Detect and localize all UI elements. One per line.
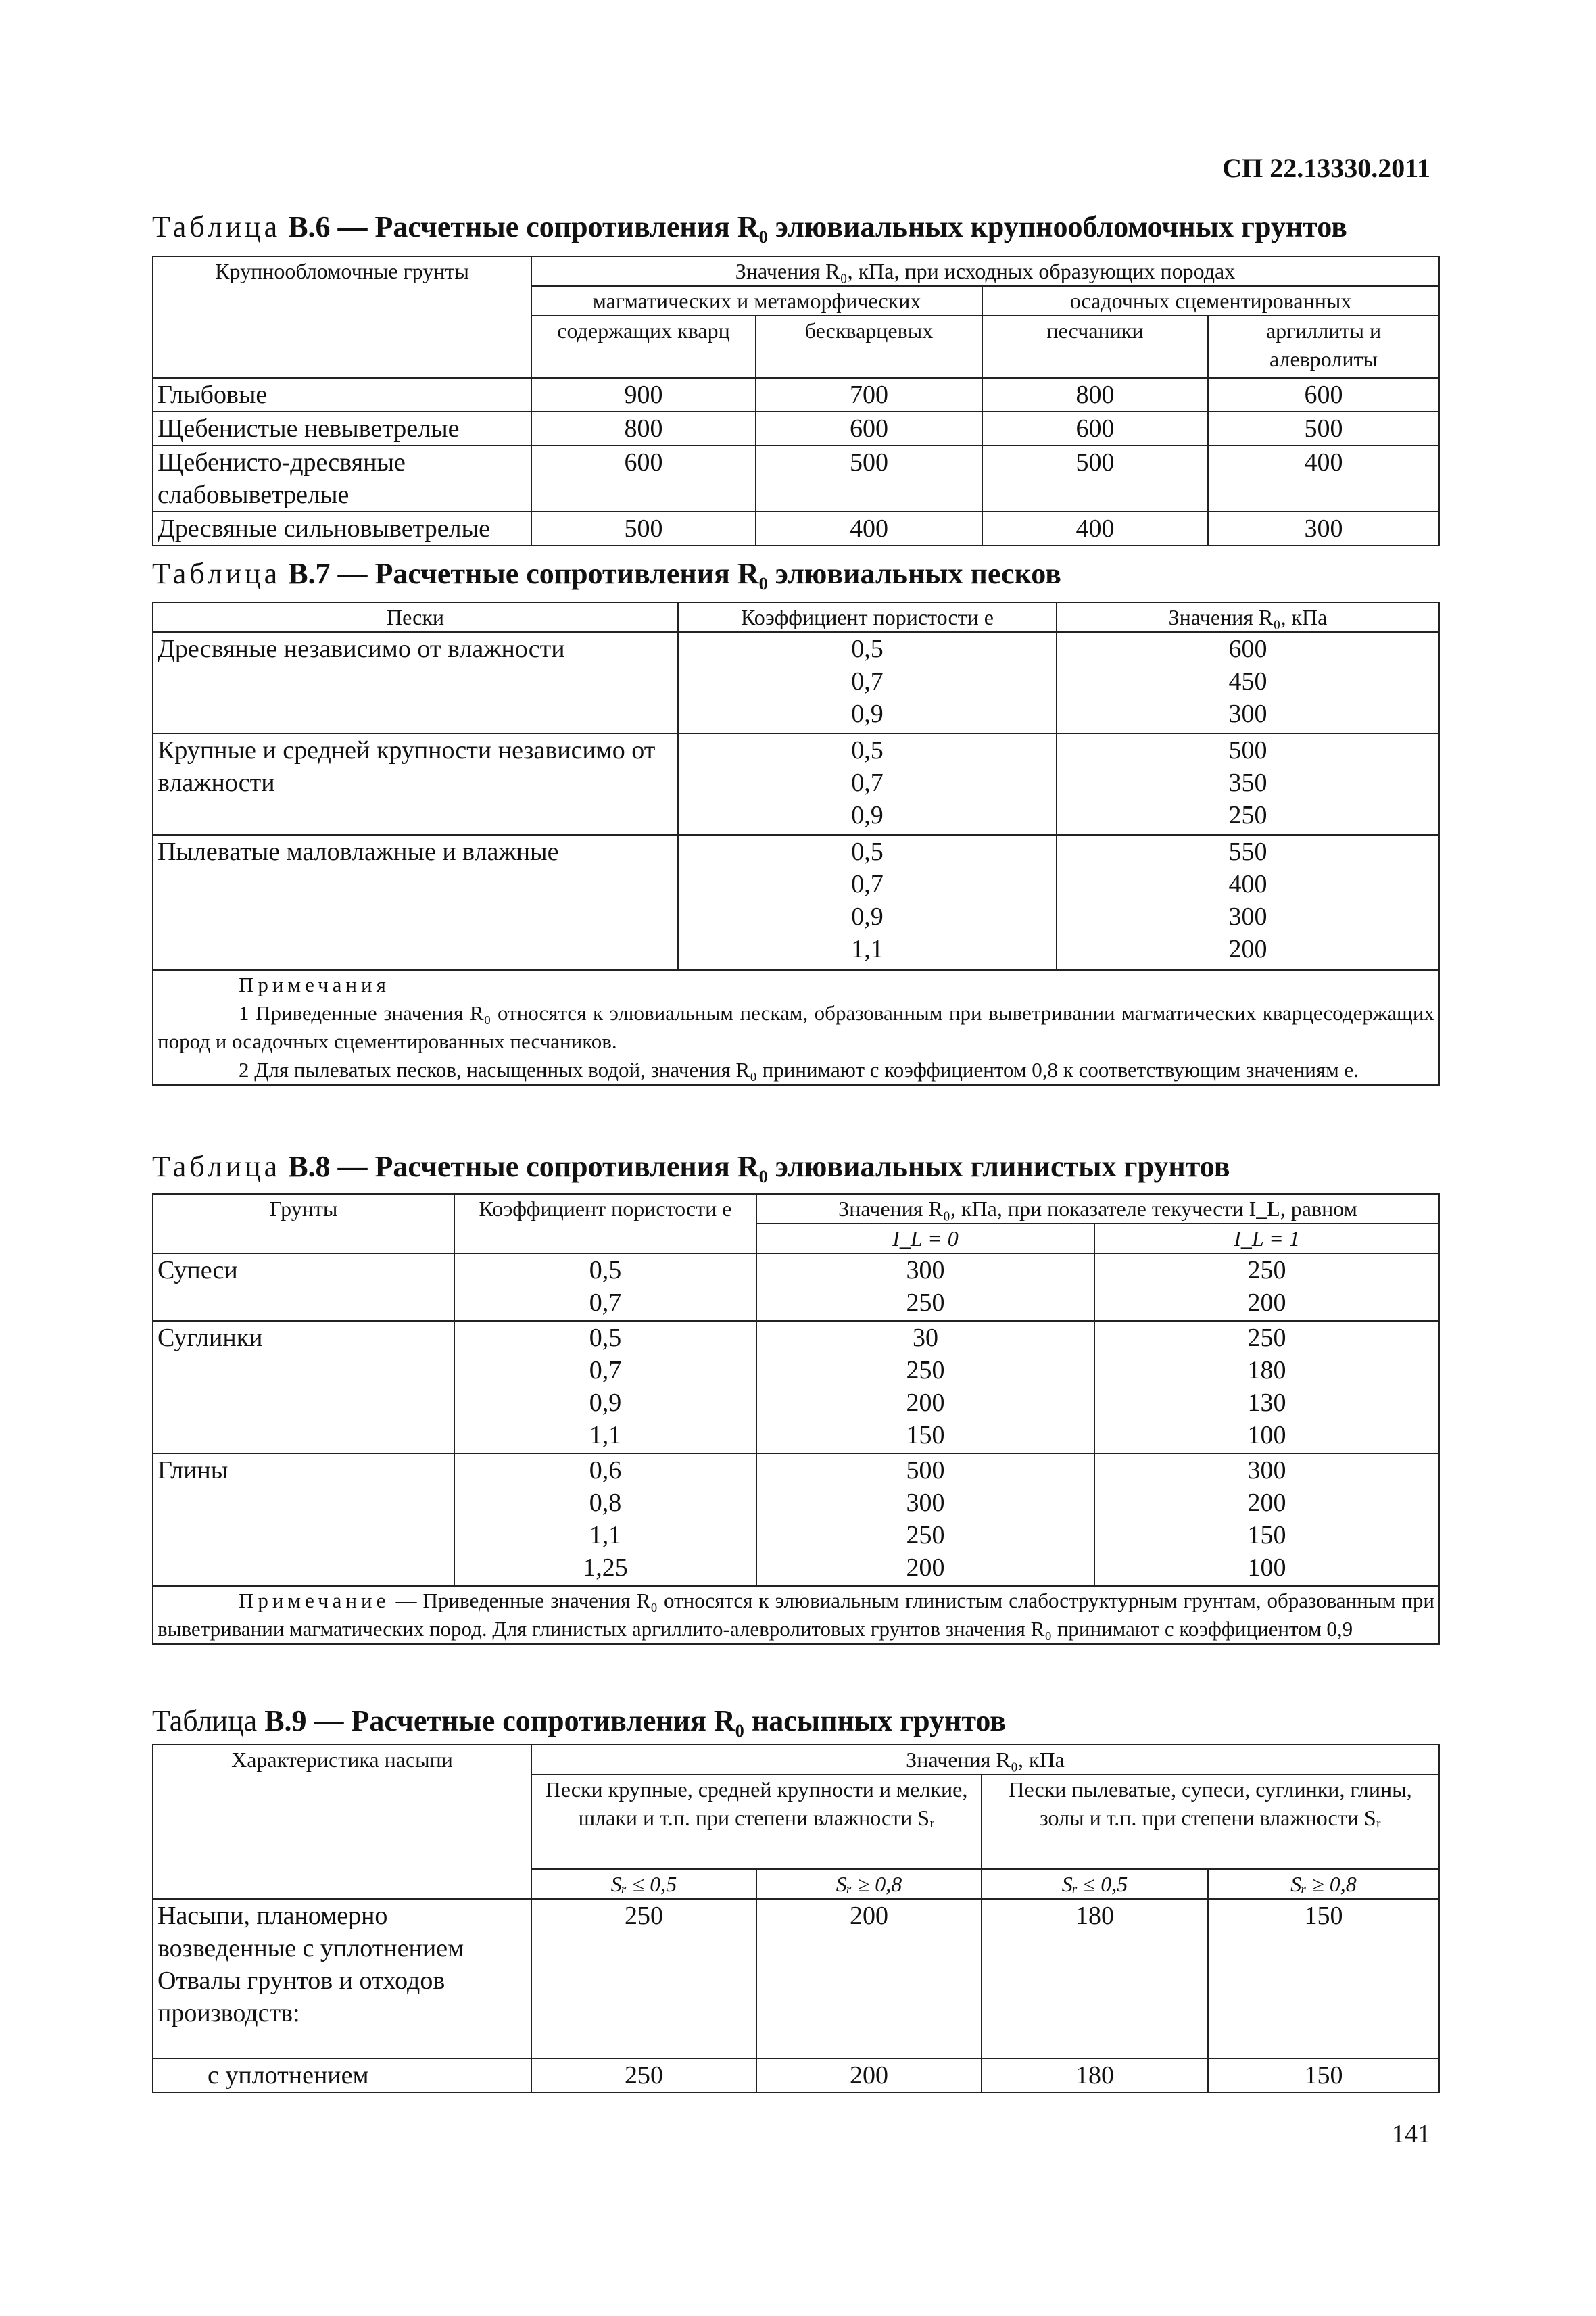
- group-header-sedimentary: осадочных сцементированных: [982, 286, 1439, 316]
- sub-header: Sᵣ ≤ 0,5: [982, 1869, 1208, 1899]
- group-header-silty-sands: Пески пылеватые, супеси, суглинки, глины, золы и т.п. при степени влажности Sᵣ: [982, 1775, 1439, 1869]
- cell: 300: [1228, 700, 1267, 728]
- table-row: [153, 1321, 1439, 1453]
- cell: 0,5: [589, 1324, 622, 1352]
- cell-stack: [756, 1253, 1094, 1321]
- row-name: Дресвяные сильновыветрелые: [153, 512, 531, 546]
- col-header-values: Значения R₀, кПа, при показателе текучести I_L, равном: [756, 1194, 1439, 1224]
- cell: 600: [531, 445, 756, 512]
- table-b9: [152, 1744, 1440, 2093]
- cell: 100: [1247, 1553, 1286, 1582]
- cell: 0,5: [589, 1256, 622, 1284]
- cell: 180: [1247, 1356, 1286, 1384]
- cell: 250: [906, 1288, 945, 1317]
- cell: 250: [1247, 1324, 1286, 1352]
- table-b6-caption: [152, 210, 1347, 244]
- col-header-values: Значения R₀, кПа, при исходных образующих породах: [531, 256, 1439, 286]
- note-text: — Приведенные значения R₀ относятся к элювиальным глинистым слабоструктурным грунтам, образованным при выветривании магматических пород. Для глинистых аргиллито-алевролитовых грунтов значения R₀ принимают с коэффициентом 0,9: [158, 1589, 1434, 1641]
- cell: 300: [906, 1489, 945, 1517]
- cell: 350: [1228, 769, 1267, 797]
- row-name: Щебенисто-дресвяные слабовыветрелые: [153, 445, 531, 512]
- table-row: [153, 378, 1439, 412]
- row-name: Глины: [153, 1453, 454, 1586]
- cell-stack: [1057, 733, 1439, 835]
- cell: 1,1: [589, 1421, 622, 1449]
- sub-header: содержащих кварц: [531, 316, 756, 378]
- sub-header: Sᵣ ≥ 0,8: [756, 1869, 982, 1899]
- table-title: В.9 — Расчетные сопротивления R₀ насыпных грунтов: [264, 1704, 1007, 1737]
- col-header-soils: Грунты: [153, 1194, 454, 1253]
- table-label: Таблица: [152, 1150, 281, 1183]
- cell: 0,7: [851, 769, 884, 797]
- col-header-porosity: Коэффициент пористости e: [678, 602, 1057, 632]
- row-name: Крупные и средней крупности независимо от влажности: [153, 733, 678, 835]
- row-name: Дресвяные независимо от влажности: [153, 632, 678, 733]
- cell-stack: [1057, 632, 1439, 733]
- row-name: Щебенистые невыветрелые: [153, 412, 531, 445]
- cell: 200: [1247, 1489, 1286, 1517]
- cell: 250: [906, 1521, 945, 1549]
- table-row: [153, 733, 1439, 835]
- cell-stack: [1057, 835, 1439, 970]
- cell: 500: [1228, 736, 1267, 765]
- sub-header: аргиллиты и алевролиты: [1208, 316, 1439, 378]
- sub-header: песчаники: [982, 316, 1208, 378]
- cell: 600: [1208, 378, 1439, 412]
- table-b9-caption: [152, 1704, 1006, 1738]
- cell: 400: [982, 512, 1208, 546]
- note-1: 1 Приведенные значения R₀ относятся к элювиальным пескам, образованным при выветривании магматических кварцесодержащих пород и осадочных сцементированных песчаников.: [158, 1001, 1434, 1053]
- col-header-fill: Характеристика насыпи: [153, 1745, 531, 1899]
- cell: 1,1: [851, 935, 884, 963]
- cell: 400: [756, 512, 982, 546]
- cell-stack: [678, 632, 1057, 733]
- cell: 300: [906, 1256, 945, 1284]
- cell: 250: [1247, 1256, 1286, 1284]
- cell: 150: [906, 1421, 945, 1449]
- sub-header: Sᵣ ≥ 0,8: [1208, 1869, 1439, 1899]
- cell: 300: [1247, 1456, 1286, 1485]
- group-header-magmatic: магматических и метаморфических: [531, 286, 982, 316]
- col-header-sands: Пески: [153, 602, 678, 632]
- document-code: СП 22.13330.2011: [1222, 153, 1430, 183]
- cell: 0,9: [589, 1389, 622, 1417]
- cell: 300: [1208, 512, 1439, 546]
- cell: 1,25: [583, 1553, 628, 1582]
- cell: 1,1: [589, 1521, 622, 1549]
- cell: 0,6: [589, 1456, 622, 1485]
- cell: 180: [982, 2058, 1208, 2092]
- cell-stack: [454, 1321, 756, 1453]
- note-2: 2 Для пылеватых песков, насыщенных водой, значения R₀ принимают с коэффициентом 0,8 к соответствующим значениям e.: [239, 1058, 1359, 1082]
- cell: 500: [531, 512, 756, 546]
- cell: 130: [1247, 1389, 1286, 1417]
- cell: 0,7: [851, 870, 884, 898]
- cell: 200: [756, 2058, 982, 2092]
- cell-stack: [678, 733, 1057, 835]
- table-row: [153, 835, 1439, 970]
- cell: 30: [913, 1324, 938, 1352]
- row-name: Глыбовые: [153, 378, 531, 412]
- cell-stack: [454, 1453, 756, 1586]
- cell: 0,9: [851, 902, 884, 931]
- cell-stack: [1094, 1321, 1439, 1453]
- cell: 200: [1228, 935, 1267, 963]
- group-header-coarse-sands: Пески крупные, средней крупности и мелкие, шлаки и т.п. при степени влажности Sᵣ: [531, 1775, 982, 1869]
- cell: 250: [906, 1356, 945, 1384]
- cell-stack: [678, 835, 1057, 970]
- cell: 0,5: [851, 838, 884, 866]
- cell: 550: [1228, 838, 1267, 866]
- cell: 400: [1228, 870, 1267, 898]
- table-row: [153, 1253, 1439, 1321]
- cell: 150: [1247, 1521, 1286, 1549]
- row-name: Суглинки: [153, 1321, 454, 1453]
- table-title: В.7 — Расчетные сопротивления R₀ элювиальных песков: [288, 557, 1061, 590]
- notes-title: Примечания: [239, 973, 390, 996]
- table-b7-caption: [152, 556, 1061, 591]
- cell: 600: [982, 412, 1208, 445]
- cell: 0,9: [851, 801, 884, 829]
- cell-stack: [756, 1453, 1094, 1586]
- page-number: 141: [1392, 2120, 1430, 2148]
- cell: 200: [756, 1899, 982, 2058]
- table-label: Таблица: [152, 557, 281, 590]
- row-2-group-name: Отвалы грунтов и отходов производств:: [158, 1967, 445, 2027]
- cell: 150: [1208, 1899, 1439, 2058]
- cell: 400: [1208, 445, 1439, 512]
- row-name: Супеси: [153, 1253, 454, 1321]
- row-name: с уплотнением: [153, 2058, 531, 2092]
- cell: 500: [982, 445, 1208, 512]
- cell-stack: [756, 1321, 1094, 1453]
- col-header-values: Значения R₀, кПа: [531, 1745, 1439, 1775]
- cell: 600: [1228, 635, 1267, 663]
- cell: 500: [906, 1456, 945, 1485]
- cell: 250: [531, 2058, 756, 2092]
- cell: 900: [531, 378, 756, 412]
- cell: 0,5: [851, 736, 884, 765]
- table-b8-caption: [152, 1149, 1230, 1184]
- table-title: В.8 — Расчетные сопротивления R₀ элювиальных глинистых грунтов: [288, 1150, 1230, 1183]
- table-row: [153, 1899, 1439, 2058]
- sub-header: Sᵣ ≤ 0,5: [531, 1869, 756, 1899]
- cell: 800: [531, 412, 756, 445]
- table-row: [153, 2058, 1439, 2092]
- cell-stack: [1094, 1253, 1439, 1321]
- col-header-soils: Крупнообломочные грунты: [153, 256, 531, 378]
- cell: 300: [1228, 902, 1267, 931]
- table-label: Таблица: [152, 210, 281, 243]
- table-row: [153, 1453, 1439, 1586]
- cell: 0,9: [851, 700, 884, 728]
- table-row: [153, 412, 1439, 445]
- cell: 500: [756, 445, 982, 512]
- cell: 0,7: [589, 1288, 622, 1317]
- cell: 250: [1228, 801, 1267, 829]
- row-name: Пылеватые маловлажные и влажные: [153, 835, 678, 970]
- cell: 200: [1247, 1288, 1286, 1317]
- sub-header: I_L = 0: [756, 1224, 1094, 1253]
- cell: 200: [906, 1553, 945, 1582]
- table-note: [153, 1586, 1439, 1644]
- table-label: Таблица: [152, 1704, 258, 1737]
- table-b7: [152, 602, 1440, 1086]
- row-1-name: Насыпи, планомерно возведенные с уплотнением: [158, 1902, 464, 1962]
- table-row: [153, 445, 1439, 512]
- cell: 600: [756, 412, 982, 445]
- col-header-values: Значения R₀, кПа: [1057, 602, 1439, 632]
- cell-stack: [1094, 1453, 1439, 1586]
- cell: 800: [982, 378, 1208, 412]
- table-notes: [153, 970, 1439, 1085]
- row-name: [153, 1899, 531, 2058]
- cell: 0,7: [851, 667, 884, 696]
- cell: 500: [1208, 412, 1439, 445]
- table-b6: [152, 256, 1440, 546]
- table-row: [153, 632, 1439, 733]
- cell: 0,5: [851, 635, 884, 663]
- table-b8: [152, 1193, 1440, 1645]
- cell-stack: [454, 1253, 756, 1321]
- table-title: В.6 — Расчетные сопротивления R₀ элювиальных крупнообломочных грунтов: [288, 210, 1347, 243]
- sub-header: бескварцевых: [756, 316, 982, 378]
- cell: 100: [1247, 1421, 1286, 1449]
- note-label: Примечание: [239, 1589, 390, 1612]
- cell: 0,8: [589, 1489, 622, 1517]
- sub-header: I_L = 1: [1094, 1224, 1439, 1253]
- cell: 200: [906, 1389, 945, 1417]
- cell: 150: [1208, 2058, 1439, 2092]
- cell: 700: [756, 378, 982, 412]
- cell: 250: [531, 1899, 756, 2058]
- cell: 180: [982, 1899, 1208, 2058]
- col-header-porosity: Коэффициент пористости e: [454, 1194, 756, 1253]
- cell: 450: [1228, 667, 1267, 696]
- cell: 0,7: [589, 1356, 622, 1384]
- table-row: [153, 512, 1439, 546]
